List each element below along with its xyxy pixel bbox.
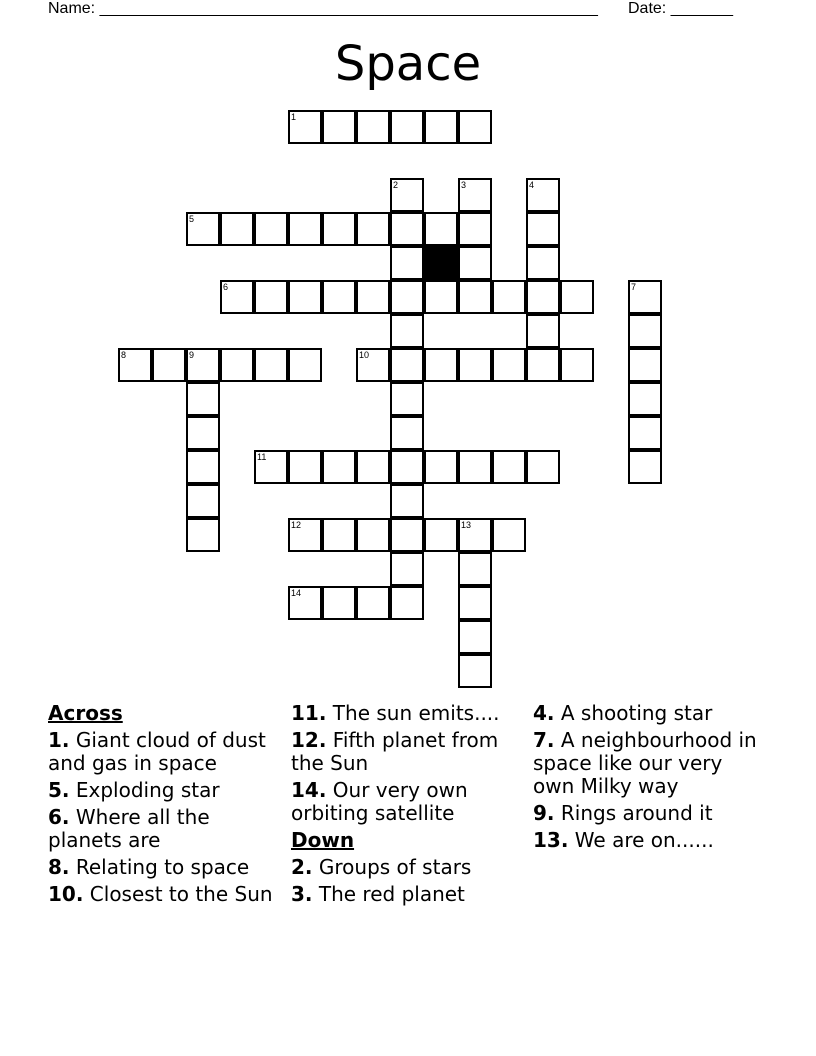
grid-cell[interactable] [492,280,526,314]
date-field-label: Date: _______ [628,0,733,17]
grid-cell[interactable] [628,280,662,314]
down-heading: Down [291,828,355,852]
grid-cell[interactable] [390,552,424,586]
grid-cell[interactable] [526,280,560,314]
grid-cell[interactable] [492,518,526,552]
grid-cell[interactable] [356,586,390,620]
grid-cell[interactable] [390,280,424,314]
cell-number: 13 [461,520,472,530]
grid-cell[interactable] [322,110,356,144]
clue-down-7: 7. A neighbourhood in space like our very own Milky way [533,728,757,798]
cell-number: 9 [189,350,195,360]
grid-cell[interactable] [118,348,152,382]
grid-cell[interactable] [458,212,492,246]
grid-cell[interactable] [254,348,288,382]
grid-cell[interactable] [424,280,458,314]
grid-cell[interactable] [288,280,322,314]
grid-cell[interactable] [322,586,356,620]
cell-number: 12 [291,520,302,530]
clue-down-3: 3. The red planet [291,882,465,906]
grid-cell[interactable] [186,484,220,518]
grid-cell[interactable] [526,212,560,246]
grid-cell[interactable] [458,518,492,552]
grid-cell[interactable] [628,450,662,484]
cell-number: 8 [121,350,127,360]
grid-cell[interactable] [356,212,390,246]
clue-across-8: 8. Relating to space [48,855,250,879]
grid-cell[interactable] [186,212,220,246]
cell-number: 7 [631,282,637,292]
grid-cell[interactable] [390,586,424,620]
grid-cell[interactable] [526,314,560,348]
grid-cell[interactable] [526,246,560,280]
grid-cell[interactable] [186,382,220,416]
grid-cell[interactable] [628,382,662,416]
grid-cell[interactable] [424,450,458,484]
grid-cell[interactable] [492,348,526,382]
cell-number: 1 [291,112,297,122]
grid-cell[interactable] [220,348,254,382]
clues-column-1 [48,702,280,910]
grid-cell[interactable] [526,178,560,212]
clue-down-4: 4. A shooting star [533,701,713,725]
grid-cell[interactable] [492,450,526,484]
grid-cell[interactable] [458,586,492,620]
grid-cell[interactable] [390,212,424,246]
grid-cell[interactable] [458,620,492,654]
grid-cell[interactable] [560,280,594,314]
cell-number: 10 [359,350,370,360]
grid-cell[interactable] [322,518,356,552]
grid-cell[interactable] [288,212,322,246]
grid-cell[interactable] [424,110,458,144]
clue-down-13: 13. We are on...... [533,828,714,852]
grid-cell[interactable] [458,178,492,212]
grid-cell[interactable] [390,348,424,382]
grid-cell[interactable] [390,314,424,348]
grid-cell[interactable] [254,280,288,314]
grid-cell[interactable] [220,212,254,246]
grid-cell[interactable] [288,110,322,144]
grid-cell[interactable] [526,348,560,382]
clues-section [48,702,768,1002]
grid-cell[interactable] [186,416,220,450]
clues-column-3 [533,702,765,856]
grid-cell[interactable] [424,518,458,552]
grid-cell[interactable] [458,348,492,382]
clue-across-10: 10. Closest to the Sun [48,882,273,906]
grid-cell[interactable] [458,280,492,314]
puzzle-title: Space [334,36,482,92]
clue-across-1: 1. Giant cloud of dust and gas in space [48,728,266,775]
grid-cell[interactable] [152,348,186,382]
grid-cell[interactable] [288,586,322,620]
clue-across-12: 12. Fifth planet from the Sun [291,728,499,775]
grid-cell[interactable] [628,348,662,382]
grid-cell[interactable] [220,280,254,314]
grid-cell[interactable] [322,212,356,246]
grid-cell[interactable] [458,246,492,280]
grid-cell[interactable] [254,212,288,246]
clue-across-11: 11. The sun emits.... [291,701,500,725]
clues-column-2 [291,702,523,910]
grid-cell[interactable] [390,178,424,212]
grid-cell[interactable] [390,110,424,144]
cell-number: 6 [223,282,229,292]
grid-cell[interactable] [424,348,458,382]
grid-cell[interactable] [288,450,322,484]
grid-cell[interactable] [322,280,356,314]
grid-cell[interactable] [390,416,424,450]
grid-cell[interactable] [390,450,424,484]
grid-cell[interactable] [390,382,424,416]
name-field-label: Name: ________________________________________________________ [48,0,598,17]
grid-cell[interactable] [628,314,662,348]
clue-across-5: 5. Exploding star [48,778,220,802]
grid-cell[interactable] [560,348,594,382]
clue-across-6: 6. Where all the planets are [48,805,210,852]
grid-cell[interactable] [424,212,458,246]
clue-across-14: 14. Our very own orbiting satellite [291,778,468,825]
clue-down-9: 9. Rings around it [533,801,713,825]
grid-cell[interactable] [322,450,356,484]
grid-cell[interactable] [288,348,322,382]
grid-cell[interactable] [458,552,492,586]
grid-cell[interactable] [186,348,220,382]
cell-number: 3 [461,180,467,190]
cell-number: 2 [393,180,399,190]
grid-cell[interactable] [526,450,560,484]
grid-cell[interactable] [356,518,390,552]
grid-cell[interactable] [356,450,390,484]
grid-cell[interactable] [458,450,492,484]
grid-cell[interactable] [390,518,424,552]
grid-cell[interactable] [186,450,220,484]
grid-cell[interactable] [356,348,390,382]
grid-cell[interactable] [356,280,390,314]
cell-number: 11 [257,452,267,462]
cell-number: 14 [291,588,302,598]
grid-cell[interactable] [390,246,424,280]
grid-block [424,246,458,280]
grid-cell[interactable] [186,518,220,552]
grid-cell[interactable] [288,518,322,552]
grid-cell[interactable] [390,484,424,518]
grid-cell[interactable] [356,110,390,144]
across-heading: Across [48,701,123,725]
cell-number: 4 [529,180,535,190]
clue-down-2: 2. Groups of stars [291,855,472,879]
grid-cell[interactable] [254,450,288,484]
cell-number: 5 [189,214,195,224]
grid-cell[interactable] [628,416,662,450]
grid-cell[interactable] [458,654,492,688]
grid-cell[interactable] [458,110,492,144]
